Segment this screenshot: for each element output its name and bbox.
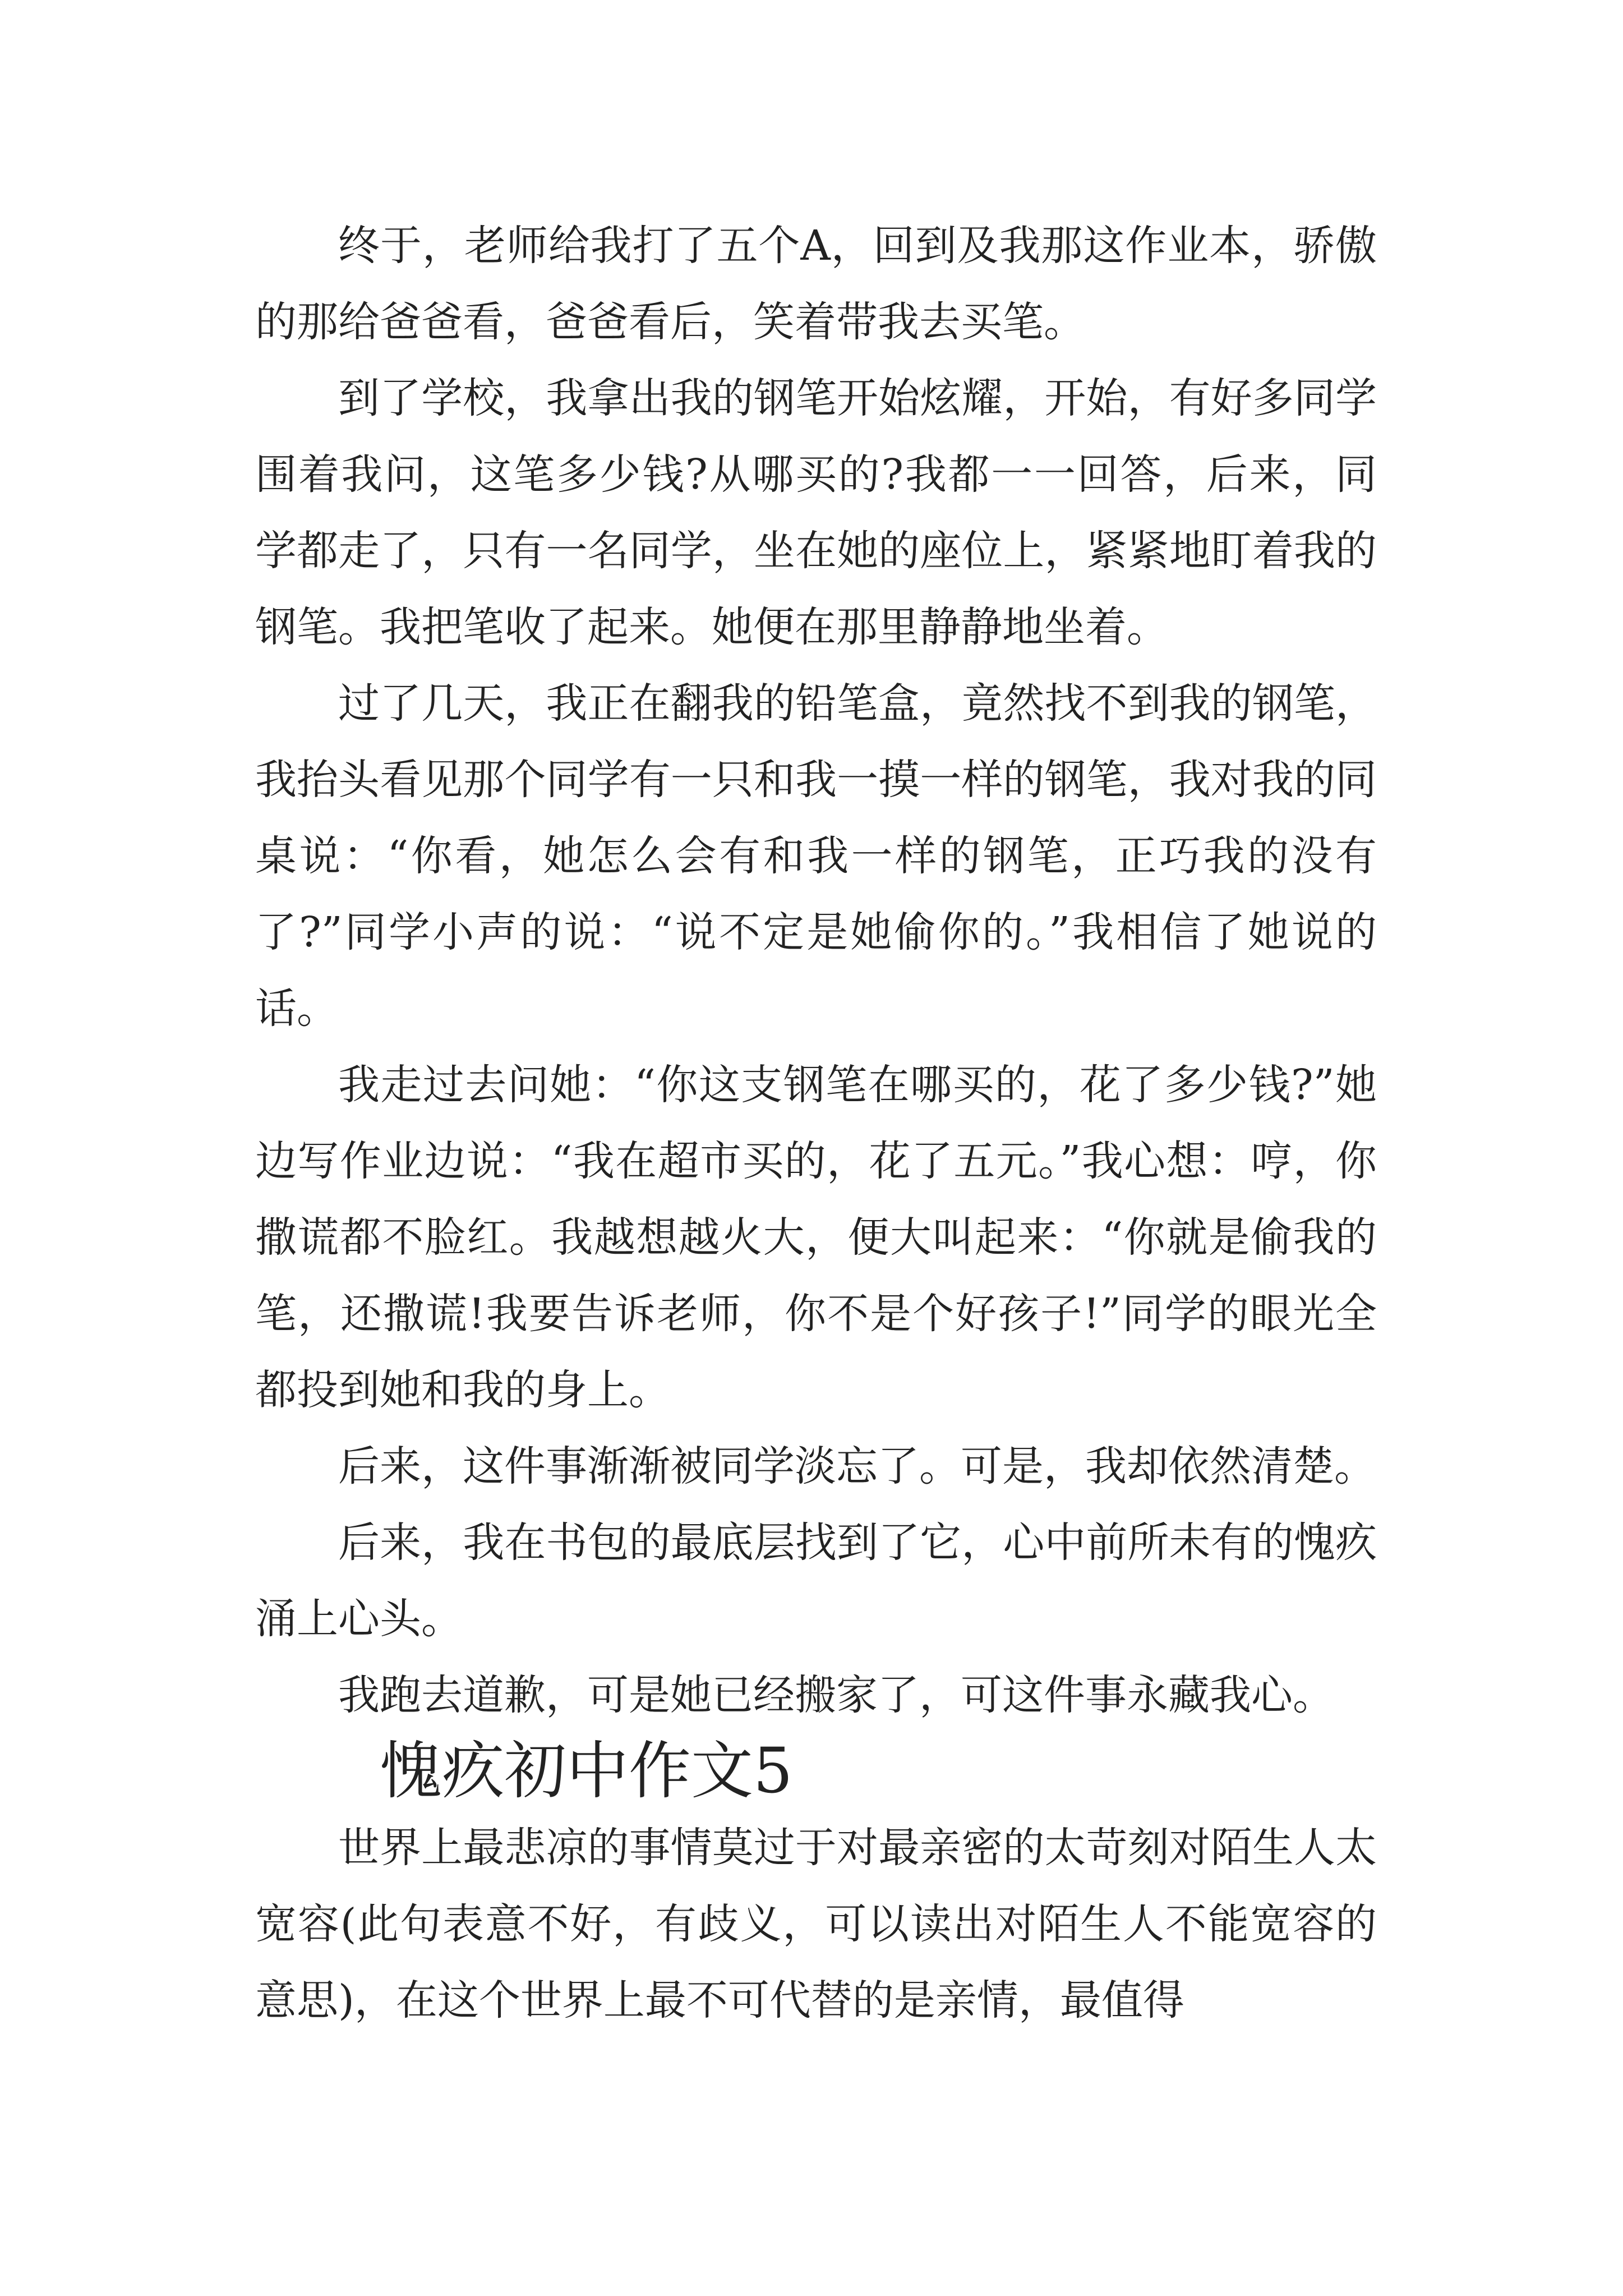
- paragraph-accusation: 我走过去问她：“你这支钢笔在哪买的，花了多少钱?”她边写作业边说：“我在超市买的，花了五元。”我心想：哼，你撒谎都不脸红。我越想越火大，便大叫起来：“你就是偷我的笔，还撒谎!我要告诉老师，你不是个好孩子!”同学的眼光全都投到她和我的身上。: [255, 1061, 1377, 1414]
- paragraph-showing-pen-at-school: 到了学校，我拿出我的钢笔开始炫耀，开始，有好多同学围着我问，这笔多少钱?从哪买的?我都一一回答，后来，同学都走了，只有一名同学，坐在她的座位上，紧紧地盯着我的钢笔。我把笔收了起来。她便在那里静静地坐着。: [255, 374, 1377, 651]
- paragraph-apology: 我跑去道歉，可是她已经搬家了，可这件事永藏我心。: [338, 1671, 1334, 1719]
- paragraph-found-pen: 后来，我在书包的最底层找到了它，心中前所未有的愧疚涌上心头。: [255, 1519, 1377, 1643]
- paragraph-essay-five-intro: 世界上最悲凉的事情莫过于对最亲密的太苛刻对陌生人太宽容(此句表意不好，有歧义，可以读出对陌生人不能宽容的意思)，在这个世界上最不可代替的是亲情，最值得: [255, 1824, 1377, 2024]
- paragraph-five-a-grades: 终于，老师给我打了五个A，回到及我那这作业本，骄傲的那给爸爸看，爸爸看后，笑着带我去买笔。: [255, 222, 1377, 346]
- section-title: 愧疚初中作文5: [380, 1735, 793, 1807]
- paragraph-pen-missing: 过了几天，我正在翻我的铅笔盒，竟然找不到我的钢笔，我抬头看见那个同学有一只和我一摸一样的钢笔，我对我的同桌说：“你看，她怎么会有和我一样的钢笔，正巧我的没有了?”同学小声的说：“说不定是她偷你的。”我相信了她说的话。: [255, 679, 1377, 1033]
- article-body: [255, 208, 1377, 2039]
- paragraph-forgotten: 后来，这件事渐渐被同学淡忘了。可是，我却依然清楚。: [338, 1442, 1376, 1490]
